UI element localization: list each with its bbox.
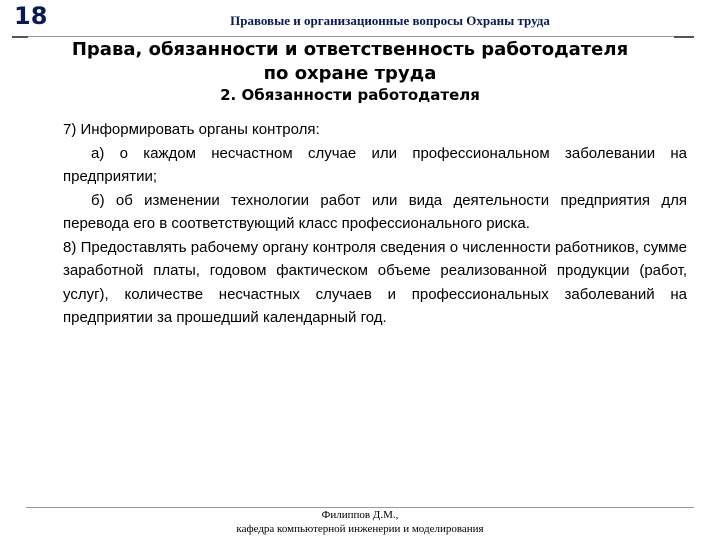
top-divider bbox=[12, 36, 694, 37]
footer-author: Филиппов Д.М., bbox=[321, 509, 399, 521]
paragraph-item-8: 8) Предоставлять рабочему органу контроля сведения о численности работников, сумме заработной платы, годовом фактическом объеме реализованной продукции (работ, услуг), количестве несчастных случаев и профессиональных заболеваний на предприятии за прошедший календарный год. bbox=[63, 238, 687, 326]
page-title: Права, обязанности и ответственность работодателя по охране труда bbox=[71, 39, 629, 84]
slide-number: 18 bbox=[14, 2, 48, 30]
top-divider-accent-left bbox=[12, 36, 28, 38]
paragraph-subitem-a: а) о каждом несчастном случае или профессиональном заболевании на предприятии; bbox=[63, 144, 687, 185]
body-text bbox=[63, 118, 687, 330]
paragraph-item-7: 7) Информировать органы контроля: bbox=[63, 121, 320, 138]
footer-divider bbox=[26, 507, 694, 508]
footer-department: кафедра компьютерной инженерии и моделирования bbox=[236, 523, 484, 535]
paragraph-subitem-b: б) об изменении технологии работ или вида деятельности предприятия для перевода его в соответствующий класс профессионального риска. bbox=[63, 191, 687, 232]
header-title: Правовые и организационные вопросы Охраны труда bbox=[230, 13, 550, 28]
page-subtitle: 2. Обязанности работодателя bbox=[220, 86, 480, 104]
top-divider-accent-right bbox=[674, 36, 694, 38]
